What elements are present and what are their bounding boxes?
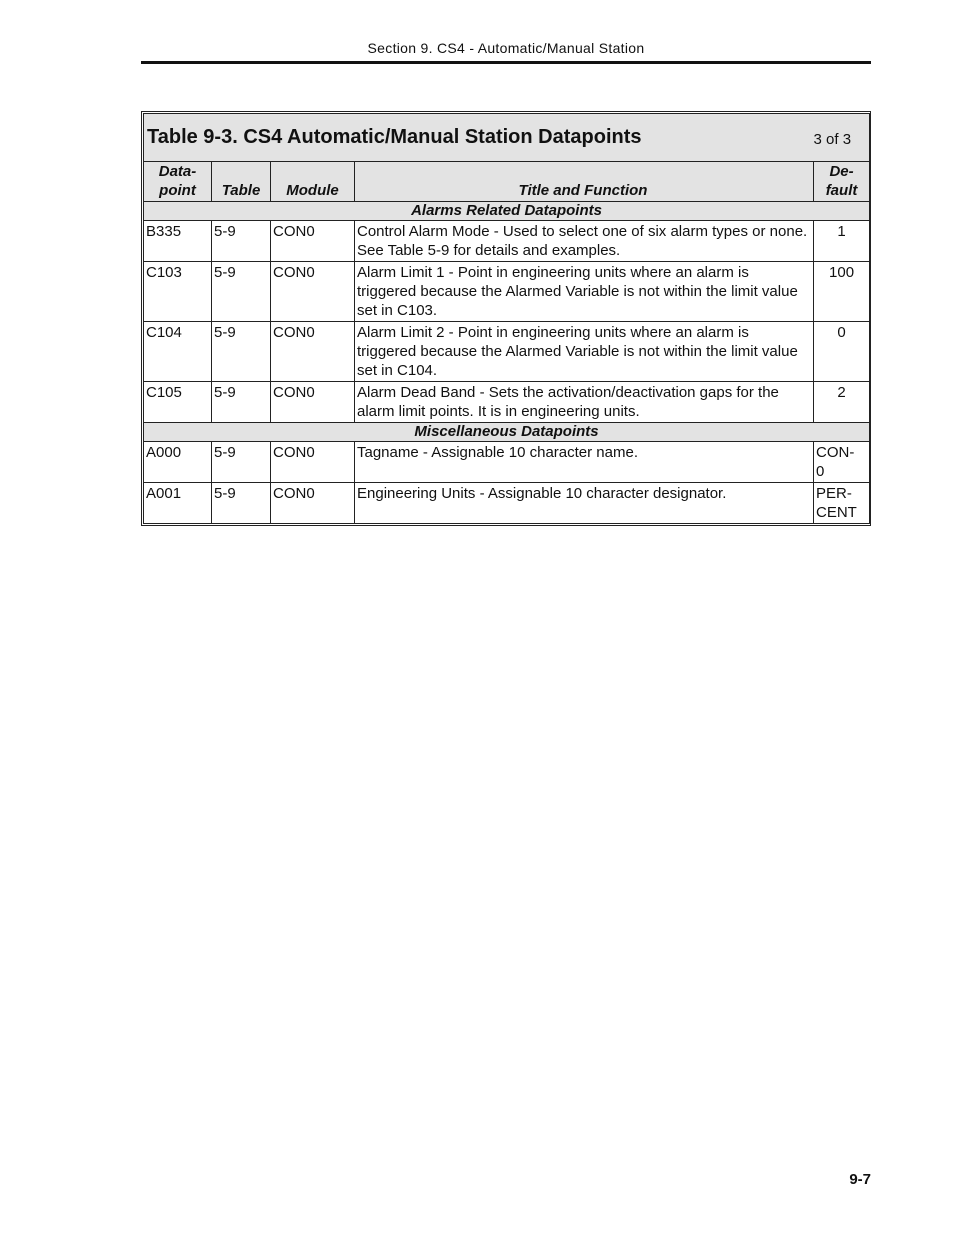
cell-default: 1 bbox=[814, 221, 870, 262]
cell-module: CON0 bbox=[271, 322, 355, 382]
column-header-default bbox=[814, 162, 870, 202]
cell-table: 5-9 bbox=[212, 322, 271, 382]
cell-function: Alarm Limit 1 - Point in engineering units where an alarm is triggered because the Alarmed Variable is not within the limit value set in C103. bbox=[355, 262, 814, 322]
header-rule bbox=[141, 61, 871, 64]
table-title: Table 9-3. CS4 Automatic/Manual Station Datapoints bbox=[147, 126, 642, 148]
cell-table: 5-9 bbox=[212, 262, 271, 322]
cell-default bbox=[814, 442, 870, 483]
cell-datapoint: C103 bbox=[144, 262, 212, 322]
column-header-title-function: Title and Function bbox=[355, 162, 814, 202]
column-header-table: Table bbox=[212, 162, 271, 202]
cell-datapoint: A001 bbox=[144, 483, 212, 524]
cell-table: 5-9 bbox=[212, 442, 271, 483]
cell-default bbox=[814, 483, 870, 524]
table-page-indicator: 3 of 3 bbox=[813, 131, 852, 148]
cell-function: Alarm Dead Band - Sets the activation/deactivation gaps for the alarm limit points. It is in engineering units. bbox=[355, 382, 814, 423]
datapoints-table bbox=[143, 113, 870, 524]
table-row bbox=[144, 262, 870, 322]
cell-module: CON0 bbox=[271, 262, 355, 322]
cell-datapoint: C105 bbox=[144, 382, 212, 423]
cell-default-line1: CON- bbox=[816, 444, 855, 461]
column-header-row bbox=[144, 162, 870, 202]
cell-function: Control Alarm Mode - Used to select one of six alarm types or none. See Table 5-9 for details and examples. bbox=[355, 221, 814, 262]
cell-function: Alarm Limit 2 - Point in engineering units where an alarm is triggered because the Alarmed Variable is not within the limit value set in C104. bbox=[355, 322, 814, 382]
datapoints-table-frame bbox=[141, 111, 871, 526]
cell-function: Engineering Units - Assignable 10 character designator. bbox=[355, 483, 814, 524]
section-heading-row bbox=[144, 423, 870, 442]
table-row bbox=[144, 322, 870, 382]
cell-default: 100 bbox=[814, 262, 870, 322]
table-title-row bbox=[144, 114, 870, 162]
section-heading-row bbox=[144, 202, 870, 221]
cell-module: CON0 bbox=[271, 221, 355, 262]
running-header: Section 9. CS4 - Automatic/Manual Station bbox=[367, 40, 645, 56]
cell-default-line2: 0 bbox=[816, 463, 825, 480]
cell-default-line1: PER- bbox=[816, 485, 852, 502]
cell-table: 5-9 bbox=[212, 382, 271, 423]
table-row bbox=[144, 382, 870, 423]
cell-module: CON0 bbox=[271, 442, 355, 483]
column-header-module: Module bbox=[271, 162, 355, 202]
cell-module: CON0 bbox=[271, 382, 355, 423]
cell-datapoint: C104 bbox=[144, 322, 212, 382]
section-heading: Alarms Related Datapoints bbox=[144, 202, 870, 221]
section-heading: Miscellaneous Datapoints bbox=[144, 423, 870, 442]
cell-datapoint: B335 bbox=[144, 221, 212, 262]
table-row bbox=[144, 442, 870, 483]
cell-table: 5-9 bbox=[212, 221, 271, 262]
cell-table: 5-9 bbox=[212, 483, 271, 524]
cell-function: Tagname - Assignable 10 character name. bbox=[355, 442, 814, 483]
column-header-datapoint-line1: Data- bbox=[158, 163, 197, 180]
cell-datapoint: A000 bbox=[144, 442, 212, 483]
column-header-datapoint bbox=[144, 162, 212, 202]
cell-module: CON0 bbox=[271, 483, 355, 524]
table-row bbox=[144, 221, 870, 262]
column-header-default-line1: De- bbox=[829, 163, 854, 180]
cell-default: 0 bbox=[814, 322, 870, 382]
table-row bbox=[144, 483, 870, 524]
page-number: 9-7 bbox=[849, 1171, 871, 1188]
cell-default-line2: CENT bbox=[816, 504, 857, 521]
column-header-datapoint-line2: point bbox=[159, 182, 196, 199]
column-header-default-line2: fault bbox=[825, 182, 858, 199]
cell-default: 2 bbox=[814, 382, 870, 423]
